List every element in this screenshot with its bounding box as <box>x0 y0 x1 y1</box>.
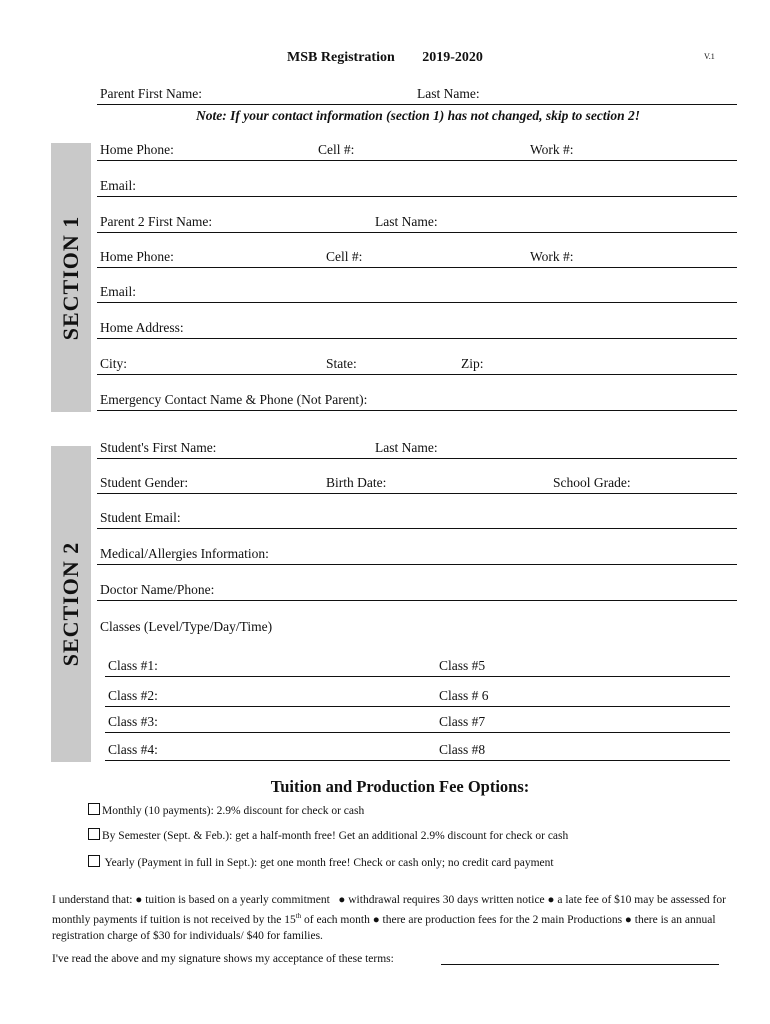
cell-2-label: Cell #: <box>326 249 363 264</box>
form-year: 2019-2020 <box>422 50 483 65</box>
class-row-4[interactable] <box>105 740 730 761</box>
class-4-label: Class #4: <box>108 742 158 757</box>
home-phone-2-label: Home Phone: <box>100 249 174 264</box>
semester-checkbox[interactable] <box>88 828 100 840</box>
state-label: State: <box>326 356 357 371</box>
student-last-name-label: Last Name: <box>375 440 438 455</box>
term-yearly-commitment: tuition is based on a yearly commitment <box>145 894 330 906</box>
term-withdrawal: withdrawal requires 30 days written notice <box>348 894 545 906</box>
cell-label: Cell #: <box>318 142 355 157</box>
email-2-field[interactable] <box>97 282 737 303</box>
tuition-title: Tuition and Production Fee Options: <box>270 777 530 796</box>
student-gender-label: Student Gender: <box>100 475 189 490</box>
home-address-label: Home Address: <box>100 320 184 335</box>
tuition-option-yearly[interactable] <box>88 855 554 869</box>
section-2-label: SECTION 2 <box>58 541 83 667</box>
emergency-contact-label: Emergency Contact Name & Phone (Not Parent): <box>100 392 368 407</box>
home-address-field[interactable] <box>97 318 737 339</box>
form-title <box>0 50 770 66</box>
parent-2-last-name-label: Last Name: <box>375 214 438 229</box>
terms-intro: I understand that: <box>52 894 133 906</box>
class-row-3[interactable] <box>105 712 730 733</box>
class-1-label: Class #1: <box>108 658 158 673</box>
email-label: Email: <box>100 178 136 193</box>
parent-first-name-label: Parent First Name: <box>100 86 202 101</box>
bullet-icon: ● <box>624 913 632 926</box>
signature-line[interactable] <box>441 964 719 965</box>
section-note: Note: If your contact information (section 1) has not changed, skip to section 2! <box>195 108 641 123</box>
email-field[interactable] <box>97 176 737 197</box>
home-phone-2-field[interactable] <box>97 247 737 268</box>
tuition-option-monthly[interactable] <box>88 803 364 817</box>
city-label: City: <box>100 356 128 371</box>
bullet-icon: ● <box>135 894 143 906</box>
term-late-fee: a late fee of $10 may be assessed for monthly payments if tuition is not received by the 15 <box>52 894 726 926</box>
bullet-icon: ● <box>547 894 555 906</box>
doctor-field[interactable] <box>97 580 737 601</box>
work-2-label: Work #: <box>530 249 574 264</box>
term-late-fee-end: of each month <box>301 913 370 926</box>
section-1-bar <box>51 143 91 412</box>
term-production-fees: there are production fees for the 2 main Productions <box>382 913 623 926</box>
class-row-1[interactable] <box>105 656 730 677</box>
bullet-icon: ● <box>372 913 380 926</box>
medical-label: Medical/Allergies Information: <box>100 546 269 561</box>
yearly-checkbox[interactable] <box>88 855 100 867</box>
section-2-bar <box>51 446 91 762</box>
work-label: Work #: <box>530 142 574 157</box>
acknowledgement-text: I've read the above and my signature shows my acceptance of these terms: <box>52 953 394 965</box>
tuition-option-semester[interactable] <box>88 828 568 842</box>
monthly-option-text: Monthly (10 payments): 2.9% discount for check or cash <box>102 805 365 817</box>
parent-2-first-name-label: Parent 2 First Name: <box>100 214 213 229</box>
class-8-label: Class #8 <box>439 742 486 757</box>
form-title-text: MSB Registration <box>287 50 395 65</box>
class-3-label: Class #3: <box>108 714 158 729</box>
parent-last-name-label: Last Name: <box>417 86 480 101</box>
school-grade-label: School Grade: <box>553 475 631 490</box>
student-email-field[interactable] <box>97 508 737 529</box>
version-label: V.1 <box>704 52 715 61</box>
home-phone-field[interactable] <box>97 140 737 161</box>
class-6-label: Class # 6 <box>439 688 489 703</box>
section-1-label: SECTION 1 <box>58 215 83 340</box>
parent-name-field[interactable] <box>97 84 737 105</box>
class-row-2[interactable] <box>105 686 730 707</box>
student-first-name-label: Student's First Name: <box>100 440 217 455</box>
parent-2-name-field[interactable] <box>97 212 737 233</box>
class-5-label: Class #5 <box>439 658 486 673</box>
student-email-label: Student Email: <box>100 510 181 525</box>
yearly-option-text: Yearly (Payment in full in Sept.): get one month free! Check or cash only; no credit card payment <box>102 857 554 869</box>
city-state-zip-field[interactable] <box>97 354 737 375</box>
class-7-label: Class #7 <box>439 714 486 729</box>
zip-label: Zip: <box>461 356 484 371</box>
birth-date-label: Birth Date: <box>326 475 387 490</box>
term-registration-charge: there is an annual registration charge of $30 for individuals/ $40 for families. <box>52 913 716 942</box>
student-name-field[interactable] <box>97 438 737 459</box>
terms-paragraph <box>52 892 732 944</box>
doctor-label: Doctor Name/Phone: <box>100 582 215 597</box>
term-late-fee-superscript: th <box>295 912 302 920</box>
monthly-checkbox[interactable] <box>88 803 100 815</box>
medical-field[interactable] <box>97 544 737 565</box>
email-2-label: Email: <box>100 284 136 299</box>
home-phone-label: Home Phone: <box>100 142 174 157</box>
bullet-icon: ● <box>338 894 346 906</box>
semester-option-text: By Semester (Sept. & Feb.): get a half-month free! Get an additional 2.9% discount for check or cash <box>102 830 569 842</box>
emergency-contact-field[interactable] <box>97 390 737 411</box>
student-details-field[interactable] <box>97 473 737 494</box>
classes-heading: Classes (Level/Type/Day/Time) <box>100 619 273 634</box>
class-2-label: Class #2: <box>108 688 158 703</box>
